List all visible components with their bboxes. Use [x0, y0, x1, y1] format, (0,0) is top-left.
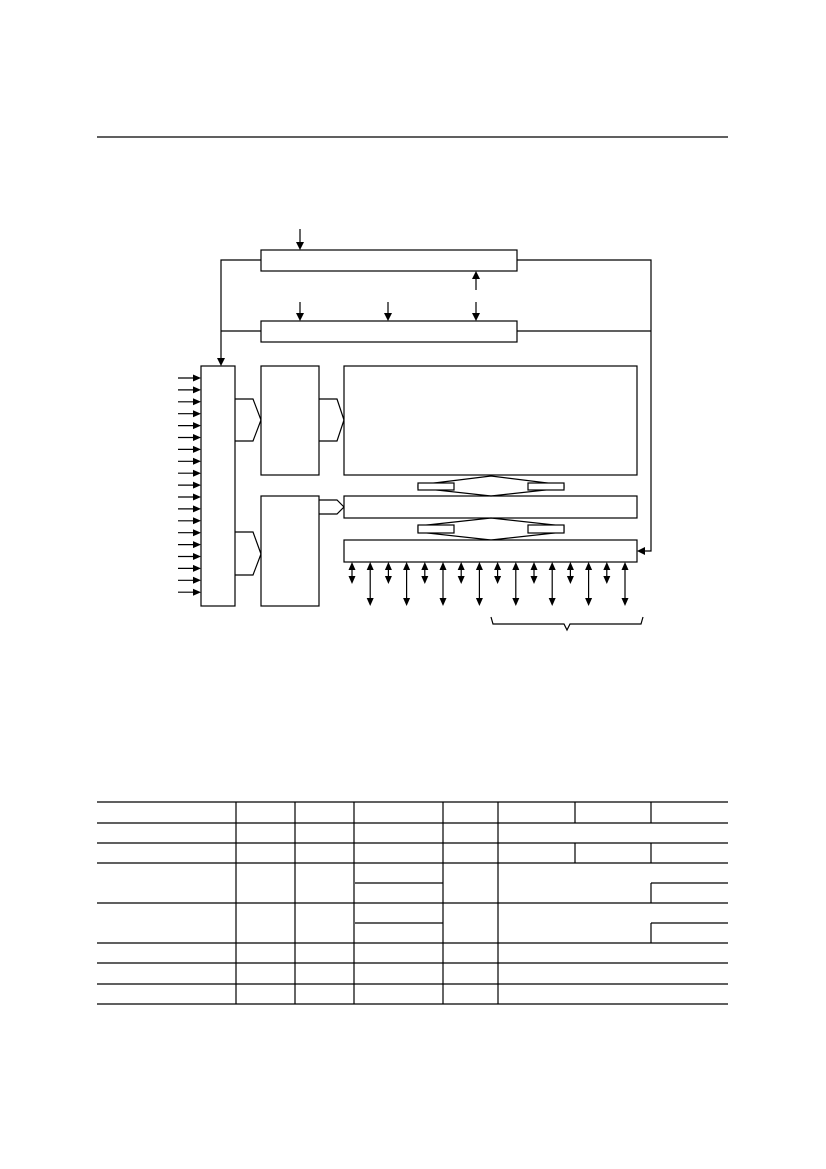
input-line-arrowhead: [193, 541, 201, 548]
io-line-up-arrowhead: [367, 562, 374, 570]
sense-io-bus-left-stub: [418, 525, 454, 533]
sense-bus-lower: [319, 507, 344, 514]
io-buffer-feed-arrowhead: [637, 547, 645, 555]
sense-io-bidirectional-bus: [418, 518, 564, 540]
second-register: [261, 321, 517, 342]
second-register-group: [217, 302, 651, 366]
sense-amplifier: [344, 496, 637, 518]
io-line-down-arrowhead: [585, 598, 592, 606]
input-line-arrowhead: [193, 494, 201, 501]
io-line-up-arrowhead: [603, 562, 610, 570]
io-line-down-arrowhead: [531, 576, 538, 584]
input-line-arrowhead: [193, 577, 201, 584]
data-table: [97, 802, 728, 1004]
input-line-arrowhead: [193, 589, 201, 596]
input-line-arrowhead: [193, 410, 201, 417]
input-line-arrowhead: [193, 565, 201, 572]
input-line-arrowhead: [193, 482, 201, 489]
second-input-arrowhead-2: [384, 313, 392, 321]
io-line-down-arrowhead: [603, 576, 610, 584]
io-line-down-arrowhead: [458, 576, 465, 584]
top-register: [261, 250, 517, 271]
input-line-arrowhead: [193, 446, 201, 453]
input-line-arrowhead: [193, 505, 201, 512]
io-line-up-arrowhead: [421, 562, 428, 570]
input-line-arrowhead: [193, 422, 201, 429]
top-input-arrowhead: [296, 242, 304, 250]
row-bus-lower: [235, 420, 261, 441]
top-register-up-arrowhead: [472, 271, 480, 279]
input-line-arrowhead: [193, 517, 201, 524]
input-line-arrowhead: [193, 398, 201, 405]
io-line-down-arrowhead: [403, 598, 410, 606]
io-line-up-arrowhead: [476, 562, 483, 570]
second-input-arrowhead-3: [472, 313, 480, 321]
io-line-up-arrowhead: [531, 562, 538, 570]
io-line-down-arrowhead: [421, 576, 428, 584]
input-line-arrowhead: [193, 386, 201, 393]
io-line-down-arrowhead: [494, 576, 501, 584]
row-decoder: [261, 366, 319, 475]
input-line-arrowhead: [193, 529, 201, 536]
row-decoder-to-memory-array-bus: [319, 399, 344, 441]
io-line-up-arrowhead: [403, 562, 410, 570]
sense-bus-upper: [319, 500, 344, 507]
memory-array: [344, 366, 637, 475]
row-bus-upper: [235, 399, 261, 420]
input-line-arrowhead: [193, 434, 201, 441]
input-lines: [178, 375, 201, 596]
sense-io-bus-right-stub: [528, 525, 564, 533]
io-line-down-arrowhead: [367, 598, 374, 606]
io-line-up-arrowhead: [494, 562, 501, 570]
input-line-arrowhead: [193, 553, 201, 560]
column-decoder: [261, 496, 319, 606]
io-brace: [491, 617, 643, 630]
array-sense-bus-left-stub: [418, 483, 454, 490]
io-line-down-arrowhead: [476, 598, 483, 606]
input-buffer: [201, 366, 235, 606]
io-lines: [349, 562, 629, 606]
left-bus-from-top-register: [221, 260, 261, 362]
io-line-down-arrowhead: [349, 576, 356, 584]
input-buffer-to-row-decoder-bus: [235, 399, 261, 441]
io-line-up-arrowhead: [458, 562, 465, 570]
io-line-down-arrowhead: [385, 576, 392, 584]
column-decoder-to-sense-amplifier-bus: [319, 500, 344, 514]
io-line-up-arrowhead: [567, 562, 574, 570]
io-line-down-arrowhead: [549, 598, 556, 606]
input-buffer-top-arrowhead: [217, 358, 225, 366]
io-line-up-arrowhead: [512, 562, 519, 570]
io-line-up-arrowhead: [549, 562, 556, 570]
input-buffer-to-column-decoder-bus: [235, 532, 261, 575]
io-line-down-arrowhead: [622, 598, 629, 606]
column-bus-upper: [235, 532, 261, 554]
array-sense-bus-right-stub: [528, 483, 564, 490]
io-line-up-arrowhead: [622, 562, 629, 570]
io-line-up-arrowhead: [440, 562, 447, 570]
array-bus-lower: [319, 420, 344, 441]
io-line-up-arrowhead: [385, 562, 392, 570]
io-line-up-arrowhead: [349, 562, 356, 570]
column-bus-lower: [235, 554, 261, 575]
input-line-arrowhead: [193, 458, 201, 465]
array-sense-bidirectional-bus: [418, 476, 564, 496]
io-line-up-arrowhead: [585, 562, 592, 570]
input-line-arrowhead: [193, 375, 201, 382]
io-line-down-arrowhead: [440, 598, 447, 606]
second-input-arrowhead-1: [296, 313, 304, 321]
io-line-down-arrowhead: [567, 576, 574, 584]
input-line-arrowhead: [193, 470, 201, 477]
array-bus-upper: [319, 399, 344, 420]
io-buffer: [344, 540, 637, 562]
io-line-down-arrowhead: [512, 598, 519, 606]
